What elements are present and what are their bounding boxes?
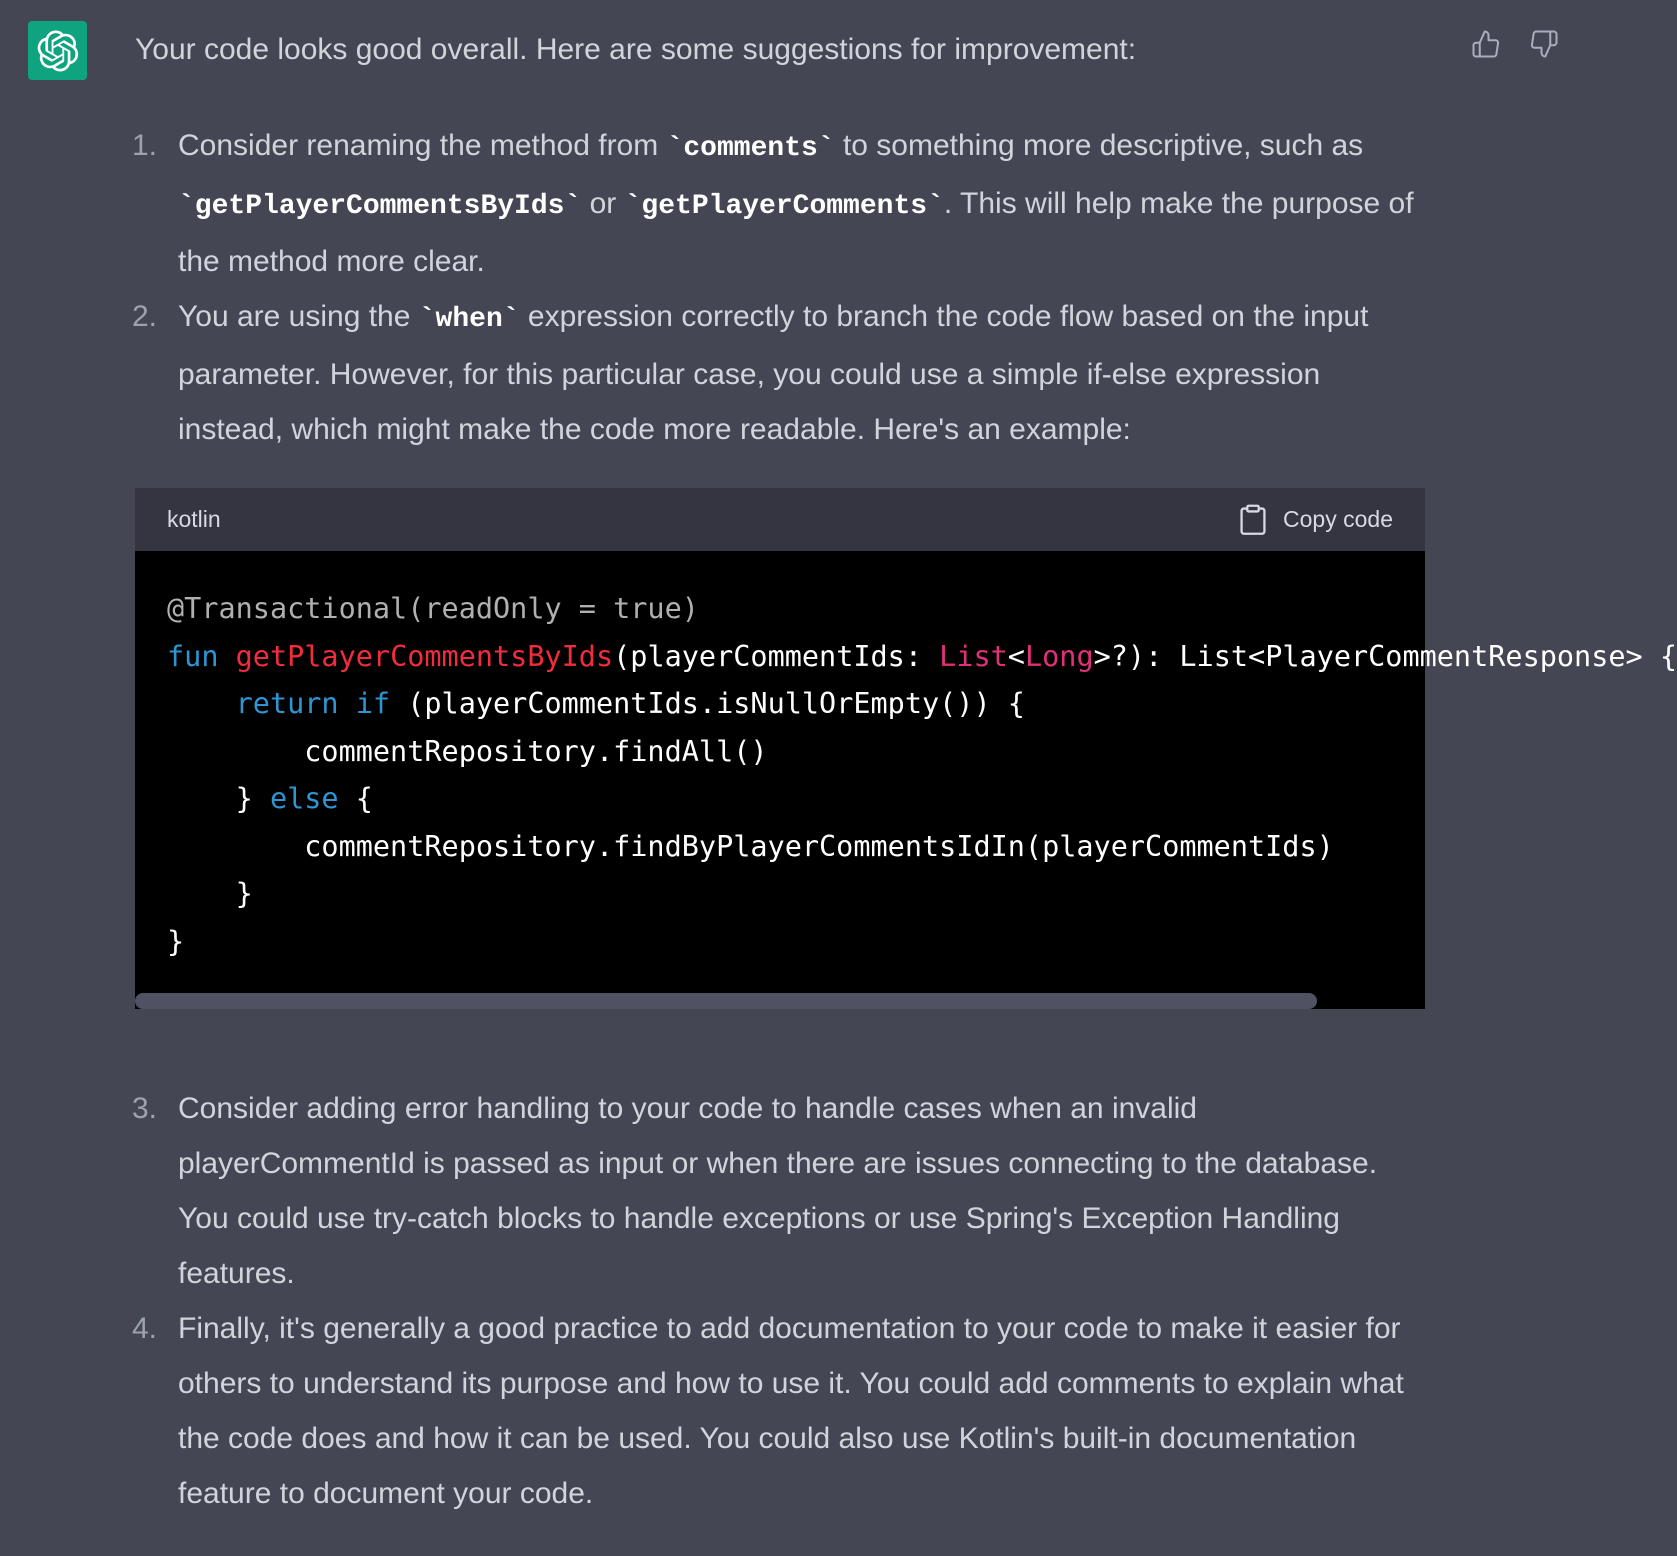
code-token: (playerCommentIds.isNullOrEmpty()) { xyxy=(390,687,1025,720)
suggestion-number: 4. xyxy=(132,1312,158,1345)
code-token: List xyxy=(939,639,1008,673)
inline-code: `getPlayerComments` xyxy=(624,191,944,222)
assistant-avatar xyxy=(28,21,87,80)
suggestion-text-segment: Finally, it's generally a good practice to add documentation to your code to make it easier for others to understand its purpose and how to use it. You could add comments to explain what the code does and how it can be used. You could also use Kotlin's built-in documentation feature to document your code. xyxy=(178,1312,1404,1510)
code-token xyxy=(167,687,236,720)
code-token: @Transactional(readOnly = true) xyxy=(167,592,699,625)
code-block-header xyxy=(135,488,1425,551)
suggestions-list-bottom xyxy=(132,1081,1432,1521)
code-line xyxy=(167,585,1425,633)
thumbs-up-icon xyxy=(1471,29,1501,59)
code-content[interactable] xyxy=(135,551,1677,1009)
code-token: } xyxy=(167,877,253,910)
code-token: { xyxy=(338,782,373,815)
feedback-buttons xyxy=(1470,28,1560,60)
code-token: } xyxy=(167,782,270,815)
suggestion-number: 2. xyxy=(132,300,158,333)
thumbs-down-icon xyxy=(1529,29,1559,59)
intro-text: Your code looks good overall. Here are some suggestions for improvement: xyxy=(135,33,1137,66)
suggestion-text xyxy=(178,129,1414,278)
suggestion-text-segment: . This will help make the purpose of the method more clear. xyxy=(178,187,1414,278)
code-token: commentRepository.findByPlayerCommentsIdIn(playerCommentIds) xyxy=(167,829,1334,863)
code-line xyxy=(167,633,1677,681)
openai-logo-icon xyxy=(37,30,79,72)
clipboard-icon xyxy=(1239,504,1267,536)
code-token: Long xyxy=(1024,639,1094,673)
code-line xyxy=(167,680,1425,728)
inline-code: `getPlayerCommentsByIds` xyxy=(178,191,582,222)
code-token: getPlayerCommentsByIds xyxy=(235,639,614,673)
horizontal-scrollbar[interactable] xyxy=(135,993,1425,1009)
code-line xyxy=(167,918,1425,966)
thumbs-down-button[interactable] xyxy=(1528,28,1560,60)
copy-code-label: Copy code xyxy=(1283,506,1393,532)
suggestion-text-segment: expression correctly to branch the code flow based on the input parameter. However, for this particular case, you could use a simple if-else expression instead, which might make the code more readable. Here's an example: xyxy=(178,300,1369,446)
code-line xyxy=(167,728,1425,776)
suggestion-item xyxy=(132,1301,1432,1521)
code-token: >?): List<PlayerCommentResponse> { xyxy=(1093,639,1677,673)
code-token: fun xyxy=(167,639,236,673)
code-block xyxy=(135,488,1677,1009)
suggestion-text-segment: or xyxy=(581,187,625,220)
code-token: else xyxy=(269,782,339,815)
copy-code-button[interactable] xyxy=(1239,504,1393,536)
code-token: commentRepository.findAll() xyxy=(167,734,768,768)
inline-code: `comments` xyxy=(666,133,835,164)
suggestion-text xyxy=(178,1092,1377,1290)
suggestion-number: 1. xyxy=(132,129,158,162)
code-line xyxy=(167,823,1425,871)
code-token: } xyxy=(167,924,185,958)
code-token: < xyxy=(1007,639,1025,673)
suggestion-item xyxy=(132,1081,1432,1301)
thumbs-up-button[interactable] xyxy=(1470,28,1502,60)
code-token: return if xyxy=(235,687,391,720)
code-token: (playerCommentIds: xyxy=(613,639,940,673)
code-line xyxy=(167,775,1425,823)
suggestion-text-segment: to something more descriptive, such as xyxy=(834,129,1364,162)
suggestion-number: 3. xyxy=(132,1092,158,1125)
scrollbar-thumb[interactable] xyxy=(135,993,1317,1009)
suggestion-text-segment: You are using the xyxy=(178,300,419,333)
suggestion-text-segment: Consider renaming the method from xyxy=(178,129,667,162)
suggestion-text xyxy=(178,300,1368,446)
suggestion-text xyxy=(178,1312,1404,1510)
code-line xyxy=(167,870,1425,918)
suggestion-item xyxy=(132,289,1432,457)
suggestions-list-top xyxy=(132,118,1432,457)
code-language-label: kotlin xyxy=(167,506,221,532)
suggestion-text-segment: Consider adding error handling to your code to handle cases when an invalid playerCommentId is passed as input or when there are issues connecting to the database. You could use try-catch blocks to handle exceptions or use Spring's Exception Handling features. xyxy=(178,1092,1378,1290)
suggestion-item xyxy=(132,118,1432,289)
inline-code: `when` xyxy=(418,304,520,335)
